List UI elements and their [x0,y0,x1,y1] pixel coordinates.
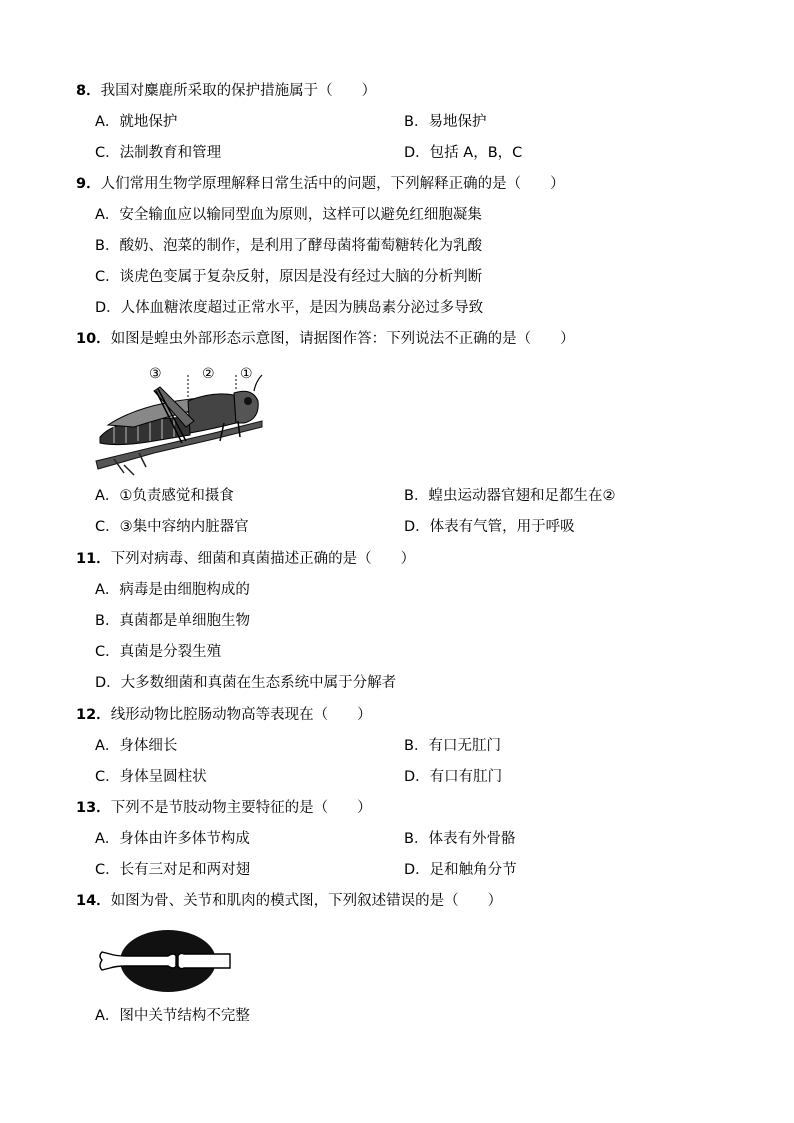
question-stem: 下列不是节肢动物主要特征的是（ ） [110,800,372,816]
question-stem: 人们常用生物学原理解释日常生活中的问题，下列解释正确的是（ ） [100,176,565,192]
option-13b: B．体表有外骨骼 [404,831,516,847]
question-stem: 如图为骨、关节和肌肉的模式图，下列叙述错误的是（ ） [110,893,503,909]
option-11a: A．病毒是由细胞构成的 [95,582,250,598]
option-13a: A．身体由许多体节构成 [95,831,250,847]
option-10d: D．体表有气管，用于呼吸 [404,519,575,535]
eye [244,397,252,405]
option-8a: A．就地保护 [95,114,178,130]
grasshopper-figure [94,361,264,477]
question-11 [76,549,415,569]
option-8b: B．易地保护 [404,114,487,130]
option-12d: D．有口有肛门 [404,769,503,785]
head [234,391,258,423]
grasshopper-illustration [94,361,264,477]
option-11b: B．真菌都是单细胞生物 [95,613,250,629]
option-14a: A．图中关节结构不完整 [95,1008,250,1024]
label-1: ① [240,366,253,382]
question-number: 13． [76,800,111,816]
option-13c: C．长有三对足和两对翅 [95,862,251,878]
question-stem: 线形动物比腔肠动物高等表现在（ ） [110,707,372,723]
question-10 [76,329,575,349]
question-stem: 如图是蝗虫外部形态示意图，请据图作答：下列说法不正确的是（ ） [110,331,575,347]
antenna [254,375,262,391]
question-8 [76,81,376,101]
option-12b: B．有口无肛门 [404,738,501,754]
option-9c: C．谈虎色变属于复杂反射，原因是没有经过大脑的分析判断 [95,269,483,285]
question-number: 8． [76,83,101,99]
bone-right [178,953,230,968]
option-8d: D．包括 A，B，C [404,145,523,161]
question-13 [76,798,372,818]
option-12c: C．身体呈圆柱状 [95,769,207,785]
option-8c: C．法制教育和管理 [95,145,222,161]
question-12 [76,705,372,725]
thorax [188,394,236,433]
bone-joint-muscle-figure [96,926,236,996]
option-9d: D．人体血糖浓度超过正常水平，是因为胰岛素分泌过多导致 [95,300,484,316]
option-12a: A．身体细长 [95,738,178,754]
question-number: 12． [76,707,111,723]
question-14 [76,891,502,911]
bone-joint-muscle-illustration [96,926,236,996]
option-13d: D．足和触角分节 [404,862,517,878]
option-9a: A．安全输血应以输同型血为原则，这样可以避免红细胞凝集 [95,207,482,223]
option-10c: C．③集中容纳内脏器官 [95,519,249,535]
option-9b: B．酸奶、泡菜的制作，是利用了酵母菌将葡萄糖转化为乳酸 [95,238,482,254]
option-11c: C．真菌是分裂生殖 [95,644,222,660]
question-stem: 我国对麋鹿所采取的保护措施属于（ ） [100,83,377,99]
question-stem: 下列对病毒、细菌和真菌描述正确的是（ ） [110,551,416,567]
option-11d: D．大多数细菌和真菌在生态系统中属于分解者 [95,675,397,691]
question-number: 14． [76,893,111,909]
question-9 [76,174,565,194]
label-2: ② [202,366,215,382]
option-10a: A．①负责感觉和摄食 [95,488,234,504]
question-number: 10． [76,331,111,347]
question-number: 9． [76,176,101,192]
question-number: 11． [76,551,111,567]
label-3: ③ [149,366,162,382]
option-10b: B．蝗虫运动器官翅和足都生在② [404,488,616,504]
